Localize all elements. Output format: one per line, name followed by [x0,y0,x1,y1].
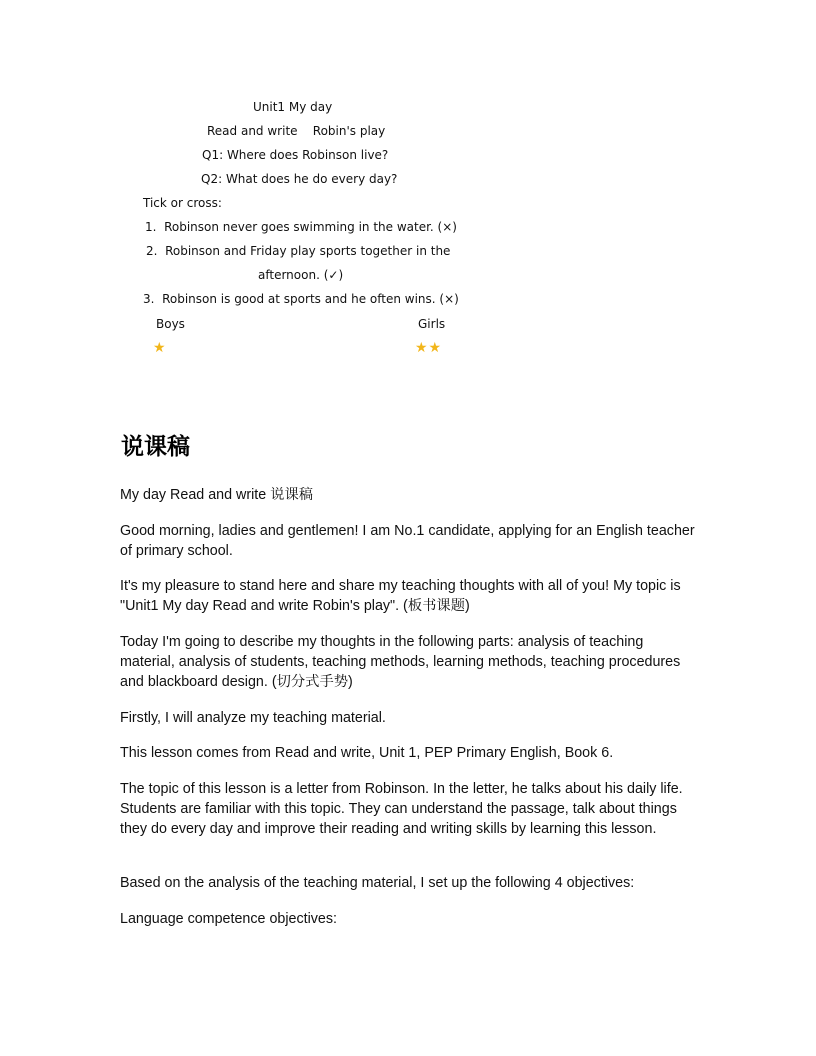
paragraph-doc-title: My day Read and write 说课稿 [120,487,314,503]
paragraph-topic: It's my pleasure to stand here and share my teaching thoughts with all of you! My topic is "Unit1 My day Read and write Robin's play". (板书课题) [120,578,681,614]
blackboard-design [0,0,816,370]
board-question-1: Q1: Where does Robinson live? [202,148,389,162]
board-item-2: 2. Robinson and Friday play sports together in the [146,244,451,258]
paragraph-lesson-topic: The topic of this lesson is a letter from Robinson. In the letter, he talks about his daily life. Students are familiar with this topic. They can understand the passage, talk about things they do every day and improve their reading and writing skills by learning this lesson. [120,781,683,837]
paragraph-material-intro: Firstly, I will analyze my teaching material. [120,710,386,726]
board-item-1: 1. Robinson never goes swimming in the water. (×) [145,220,457,234]
paragraph-lesson-source: This lesson comes from Read and write, Unit 1, PEP Primary English, Book 6. [120,745,614,761]
board-subtitle: Read and write Robin's play [207,124,386,138]
page-heading: 说课稿 [121,434,190,460]
boys-star-icon: ★ [153,340,166,356]
girls-star-icon: ★★ [415,340,443,356]
board-title: Unit1 My day [253,100,333,114]
paragraph-objectives-intro: Based on the analysis of the teaching material, I set up the following 4 objectives: [120,875,635,891]
board-item-3: 3. Robinson is good at sports and he often wins. (×) [143,292,459,306]
board-question-2: Q2: What does he do every day? [201,172,398,186]
board-tick-label: Tick or cross: [143,196,222,210]
boys-label: Boys [156,317,185,331]
paragraph-language-objectives: Language competence objectives: [120,911,337,927]
board-item-2-continued: afternoon. (✓) [258,268,344,282]
girls-label: Girls [418,317,446,331]
paragraph-greeting: Good morning, ladies and gentlemen! I am No.1 candidate, applying for an English teacher of primary school. [120,523,695,559]
paragraph-outline: Today I'm going to describe my thoughts in the following parts: analysis of teaching material, analysis of students, teaching methods, learning methods, teaching procedures and blackboard design. (切分式手势) [120,634,681,690]
